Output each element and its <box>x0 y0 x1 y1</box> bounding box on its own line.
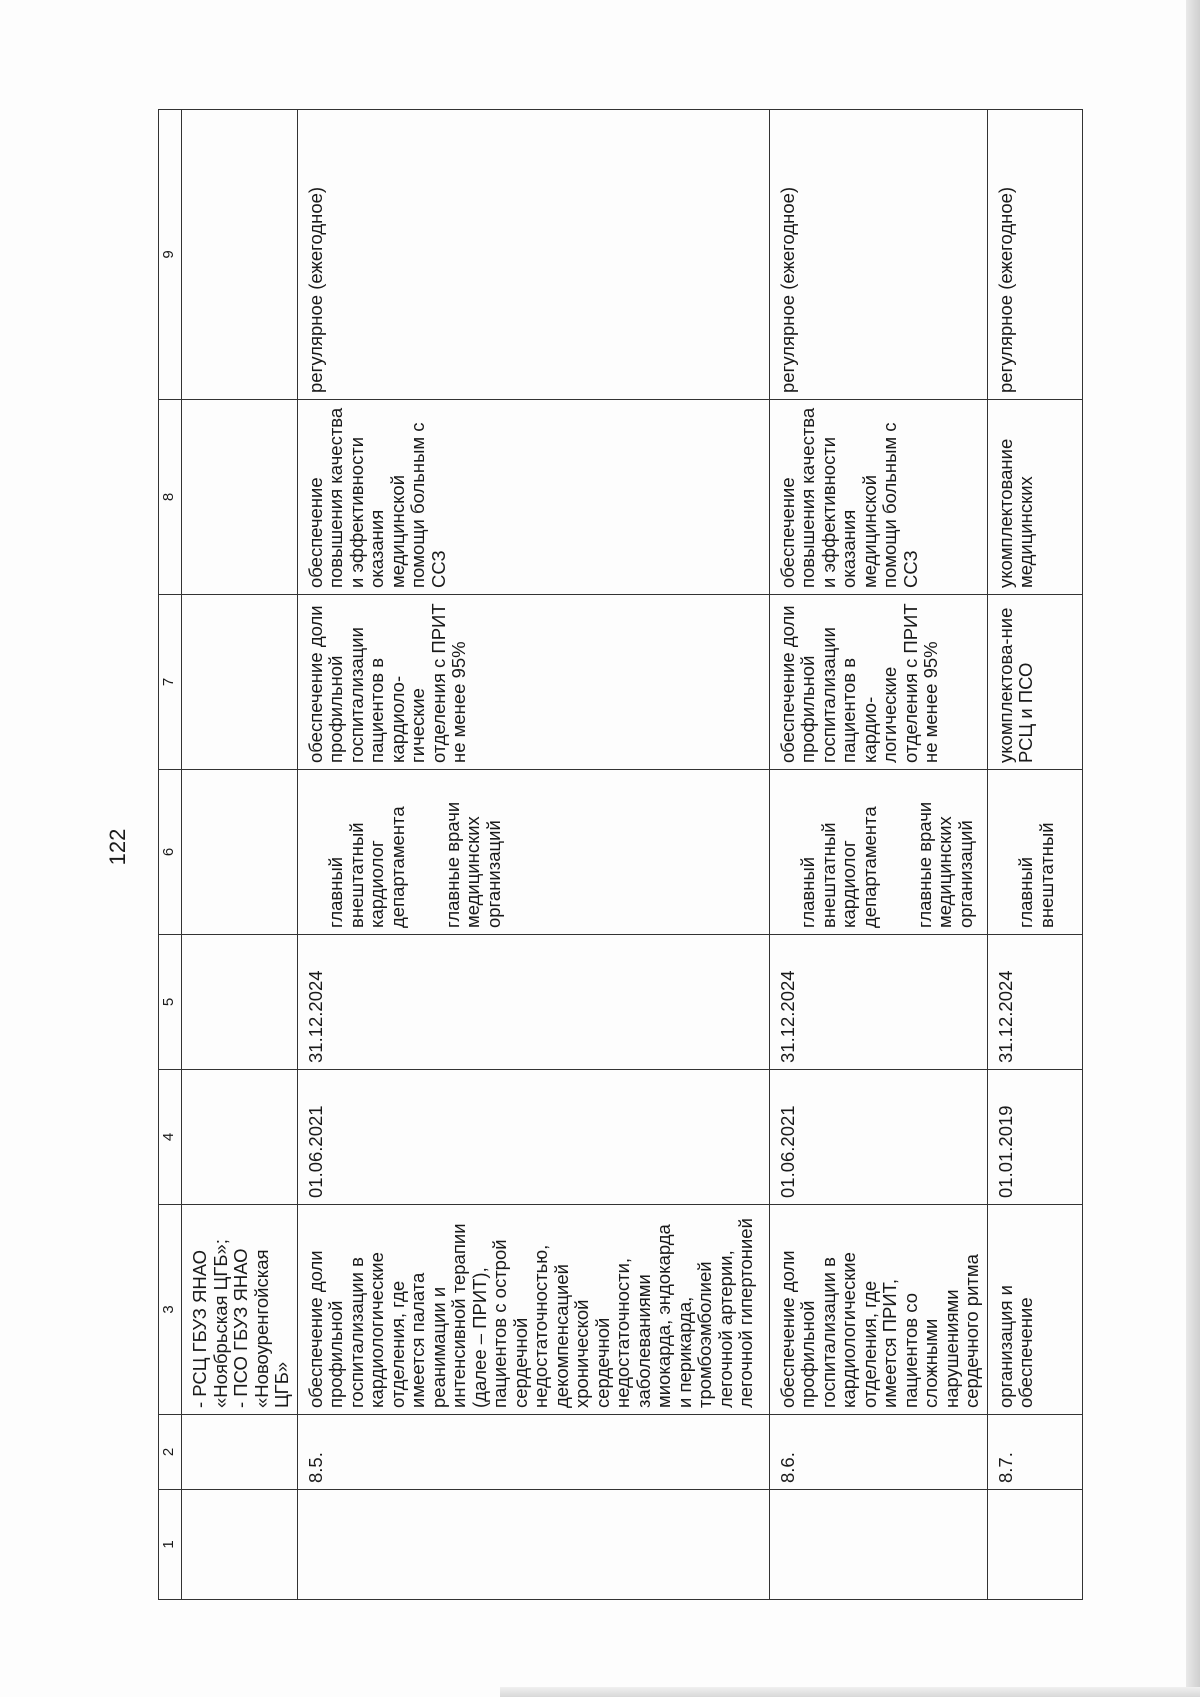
end-date: 31.12.2024 <box>297 935 769 1070</box>
table-cell <box>182 595 298 770</box>
activity-description: обеспечение доли профильной госпитализации в кардиологические отделения, где имеется ПРИТ, пациентов со сложными нарушениями сердечного ритма <box>769 1205 987 1415</box>
table-cell <box>987 1490 1082 1600</box>
responsible-text: главный внештатный кардиолог департамента <box>797 806 880 928</box>
frequency: регулярное (ежегодное) <box>769 110 987 400</box>
table-cell <box>182 1415 298 1490</box>
frequency: регулярное (ежегодное) <box>987 110 1082 400</box>
row-number: 8.7. <box>987 1415 1082 1490</box>
column-number: 1 <box>159 1490 182 1600</box>
document-table <box>158 110 1058 1600</box>
spacer <box>880 776 894 928</box>
column-number: 9 <box>159 110 182 400</box>
table-row <box>769 110 987 1600</box>
expected-result: обеспечение повышения качества и эффективности оказания медицинской помощи больным с ССЗ <box>297 400 769 595</box>
responsible-cell <box>297 770 769 935</box>
indicator: укомплектова-ние РСЦ и ПСО <box>987 595 1082 770</box>
frequency: регулярное (ежегодное) <box>297 110 769 400</box>
column-number: 8 <box>159 400 182 595</box>
table-cell <box>182 770 298 935</box>
table-cell <box>769 1490 987 1600</box>
end-date: 31.12.2024 <box>987 935 1082 1070</box>
responsible-cell <box>987 770 1082 935</box>
column-number: 7 <box>159 595 182 770</box>
table-cell <box>182 110 298 400</box>
table-row <box>987 110 1082 1600</box>
responsible-text: главный внештатный <box>1015 822 1057 928</box>
responsible-text: главный внештатный кардиолог департамента <box>325 806 408 928</box>
responsible-cell <box>769 770 987 935</box>
end-date: 31.12.2024 <box>769 935 987 1070</box>
start-date: 01.06.2021 <box>297 1070 769 1205</box>
table-cell <box>182 1070 298 1205</box>
scan-edge-shadow <box>1186 0 1200 1697</box>
scan-edge-shadow-bottom <box>500 1687 1200 1697</box>
table-cell <box>182 1490 298 1600</box>
table-cell <box>182 400 298 595</box>
table-row <box>297 110 769 1600</box>
spacer <box>408 776 422 928</box>
indicator: обеспечение доли профильной госпитализации пациентов в кардио-логические отделения с ПРИТ не менее 95% <box>769 595 987 770</box>
row-number: 8.5. <box>297 1415 769 1490</box>
table-header-row <box>159 110 182 1600</box>
column-number: 2 <box>159 1415 182 1490</box>
page-number: 122 <box>105 828 130 866</box>
column-number: 5 <box>159 935 182 1070</box>
activity-description: организация и обеспечение <box>987 1205 1082 1415</box>
table-row <box>182 110 298 1600</box>
start-date: 01.06.2021 <box>769 1070 987 1205</box>
activity-description: обеспечение доли профильной госпитализации в кардиологические отделения, где имеется палата реанимации и интенсивной терапии (далее – ПРИТ), пациентов с острой сердечной недостаточностью, декомпенсацией хронической сердечной недостаточности, заболеваниями миокарда, эндокарда и перикарда, тромбоэмболией легочной артерии, легочной гипертонией <box>297 1205 769 1415</box>
table-cell: - РСЦ ГБУЗ ЯНАО «Ноябрьская ЦГБ»; - ПСО ГБУЗ ЯНАО «Новоуренгойская ЦГБ» <box>182 1205 298 1415</box>
column-number: 4 <box>159 1070 182 1205</box>
expected-result: укомплектование медицинских <box>987 400 1082 595</box>
table-cell <box>182 935 298 1070</box>
table-cell <box>297 1490 769 1600</box>
column-number: 6 <box>159 770 182 935</box>
row-number: 8.6. <box>769 1415 987 1490</box>
responsible-text: главные врачи медицинских организаций <box>441 801 504 928</box>
indicator: обеспечение доли профильной госпитализации пациентов в кардиоло-гические отделения с ПРИТ не менее 95% <box>297 595 769 770</box>
responsible-text: главные врачи медицинских организаций <box>913 801 976 928</box>
start-date: 01.01.2019 <box>987 1070 1082 1205</box>
expected-result: обеспечение повышения качества и эффективности оказания медицинской помощи больным с ССЗ <box>769 400 987 595</box>
column-number: 3 <box>159 1205 182 1415</box>
